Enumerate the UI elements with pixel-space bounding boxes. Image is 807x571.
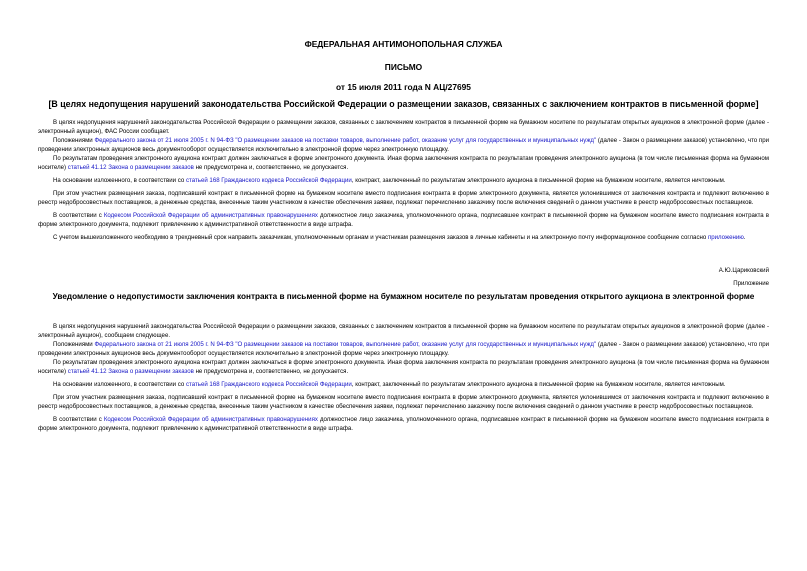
paragraph-text: В соответствии с xyxy=(53,212,104,219)
paragraph-text: . xyxy=(743,234,746,241)
paragraph-text: должностное лицо заказчика, уполномоченного органа, подписавшее контракт в письменной форме на бумажном носителе вместо подписания контракта в форме электронного документа, подлежит привлечению к административной ответственности в виде штрафа. xyxy=(38,212,769,228)
appendix-title: Уведомление о недопустимости заключения контракта в письменной форме на бумажном носителе по результатам проведения открытого аукциона в электронной форме xyxy=(52,292,755,301)
paragraph-text: В соответствии с xyxy=(53,416,104,423)
doc-type-heading: ПИСЬМО xyxy=(384,62,423,72)
admin-code-link[interactable]: Кодексом Российской Федерации об административных правонарушениях xyxy=(103,416,318,423)
paragraph-text: не предусмотрена и, соответственно, не допускается. xyxy=(193,164,349,171)
letter-paragraph xyxy=(38,189,769,207)
paragraph-text: , контракт, заключенный по результатам электронного аукциона в письменной форме на бумажном носителе, является ничтожным. xyxy=(351,177,726,184)
paragraph-text: В целях недопущения нарушений законодательства Российской Федерации о размещении заказов, связанных с заключением контрактов в письменной форме на бумажном носителе по результатам открытых аукционов в электронной форме (далее - электронный аукцион), сообщаем следующее. xyxy=(38,323,769,339)
paragraph-text: (далее - Закон о размещении заказов) установлено, что при проведении электронных аукционов весь документооборот осуществляется исключительно в электронной форме через электронную площадку. xyxy=(38,341,769,357)
civil-code-168-link[interactable]: статьей 168 Гражданского кодекса Российской Федерации xyxy=(185,177,352,184)
paragraph-text: По результатам проведения электронного аукциона контракт должен заключаться в форме электронного документа. Иная форма заключения контракта по результатам проведения электронного аукциона (в том числе письменная форма на бумажном носителе) xyxy=(38,155,769,171)
appendix-paragraph xyxy=(38,322,769,340)
admin-code-link[interactable]: Кодексом Российской Федерации об административных правонарушениях xyxy=(103,212,318,219)
appendix-label: Приложение xyxy=(733,280,769,287)
letter-title: [В целях недопущения нарушений законодательства Российской Федерации о размещении заказов, связанных с заключением контрактов в письменной форме] xyxy=(48,99,759,109)
appendix-paragraph xyxy=(38,415,769,433)
agency-heading: ФЕДЕРАЛЬНАЯ АНТИМОНОПОЛЬНАЯ СЛУЖБА xyxy=(304,39,503,49)
paragraph-text: При этом участник размещения заказа, подписавший контракт в письменной форме на бумажном носителе вместо подписания контракта в форме электронного документа, является уклонившимся от заключения контракта и подлежит включению в реестр недобросовестных поставщиков, а денежные средства, внесенные таким участником в качестве обеспечения заявки, подлежат перечислению заказчику после включения сведений о данном участнике в реестр недобросовестных поставщиков. xyxy=(38,190,769,206)
paragraph-text: На основании изложенного, в соответствии со xyxy=(53,177,186,184)
appendix-paragraph xyxy=(38,358,769,376)
paragraph-text: , контракт, заключенный по результатам электронного аукциона в письменной форме на бумажном носителе, является ничтожным. xyxy=(351,381,726,388)
appendix-paragraph xyxy=(38,340,769,358)
civil-code-168-link[interactable]: статьей 168 Гражданского кодекса Российской Федерации xyxy=(185,381,352,388)
paragraph-text: По результатам проведения электронного аукциона контракт должен заключаться в форме электронного документа. Иная форма заключения контракта по результатам проведения электронного аукциона (в том числе письменная форма на бумажном носителе) xyxy=(38,359,769,375)
letter-paragraph xyxy=(38,118,769,136)
appendix-paragraph xyxy=(38,380,769,389)
paragraph-text: Положениями xyxy=(53,137,95,144)
paragraph-text: При этом участник размещения заказа, подписавший контракт в письменной форме на бумажном носителе вместо подписания контракта в форме электронного документа, является уклонившимся от заключения контракта и подлежит включению в реестр недобросовестных поставщиков, а денежные средства, внесенные таким участником в качестве обеспечения заявки, подлежат перечислению заказчику после включения сведений о данном участнике в реестр недобросовестных поставщиков. xyxy=(38,394,769,410)
letter-paragraph xyxy=(38,154,769,172)
letter-paragraph xyxy=(38,136,769,154)
paragraph-text: не предусмотрена и, соответственно, не допускается. xyxy=(193,368,349,375)
letter-body xyxy=(38,118,769,242)
paragraph-text: должностное лицо заказчика, уполномоченного органа, подписавшее контракт в письменной форме на бумажном носителе вместо подписания контракта в форме электронного документа, подлежит привлечению к административной ответственности в виде штрафа. xyxy=(38,416,769,432)
letter-paragraph xyxy=(38,176,769,185)
article-41-12-link[interactable]: статьей 41.12 Закона о размещении заказов xyxy=(67,164,194,171)
paragraph-text: С учетом вышеизложенного необходимо в трехдневный срок направить заказчикам, уполномоченным органам и участникам размещения заказов в личные кабинеты и на электронную почту информационное сообщение согласно xyxy=(53,234,708,241)
law-94fz-link[interactable]: Федерального закона от 21 июля 2005 г. N 94-ФЗ "О размещении заказов на поставки товаров, выполнение работ, оказание услуг для государственных и муниципальных нужд" xyxy=(94,137,597,144)
date-number-heading: от 15 июля 2011 года N АЦ/27695 xyxy=(336,82,471,92)
signature: А.Ю.Цариковский xyxy=(718,267,769,274)
appendix-paragraph xyxy=(38,393,769,411)
paragraph-text: (далее - Закон о размещении заказов) установлено, что при проведении электронных аукционов весь документооборот осуществляется исключительно в электронной форме через электронную площадку. xyxy=(38,137,769,153)
law-94fz-link[interactable]: Федерального закона от 21 июля 2005 г. N 94-ФЗ "О размещении заказов на поставки товаров, выполнение работ, оказание услуг для государственных и муниципальных нужд" xyxy=(94,341,597,348)
appendix-link[interactable]: приложению xyxy=(707,234,744,241)
letter-paragraph xyxy=(38,233,769,242)
letter-paragraph xyxy=(38,211,769,229)
paragraph-text: На основании изложенного, в соответствии со xyxy=(53,381,186,388)
appendix-body xyxy=(38,322,769,433)
article-41-12-link[interactable]: статьей 41.12 Закона о размещении заказов xyxy=(67,368,194,375)
paragraph-text: В целях недопущения нарушений законодательства Российской Федерации о размещении заказов, связанных с заключением контрактов в письменной форме на бумажном носителе по результатам открытых аукционов в электронной форме (далее - электронный аукцион), ФАС России сообщает. xyxy=(38,119,769,135)
paragraph-text: Положениями xyxy=(53,341,95,348)
